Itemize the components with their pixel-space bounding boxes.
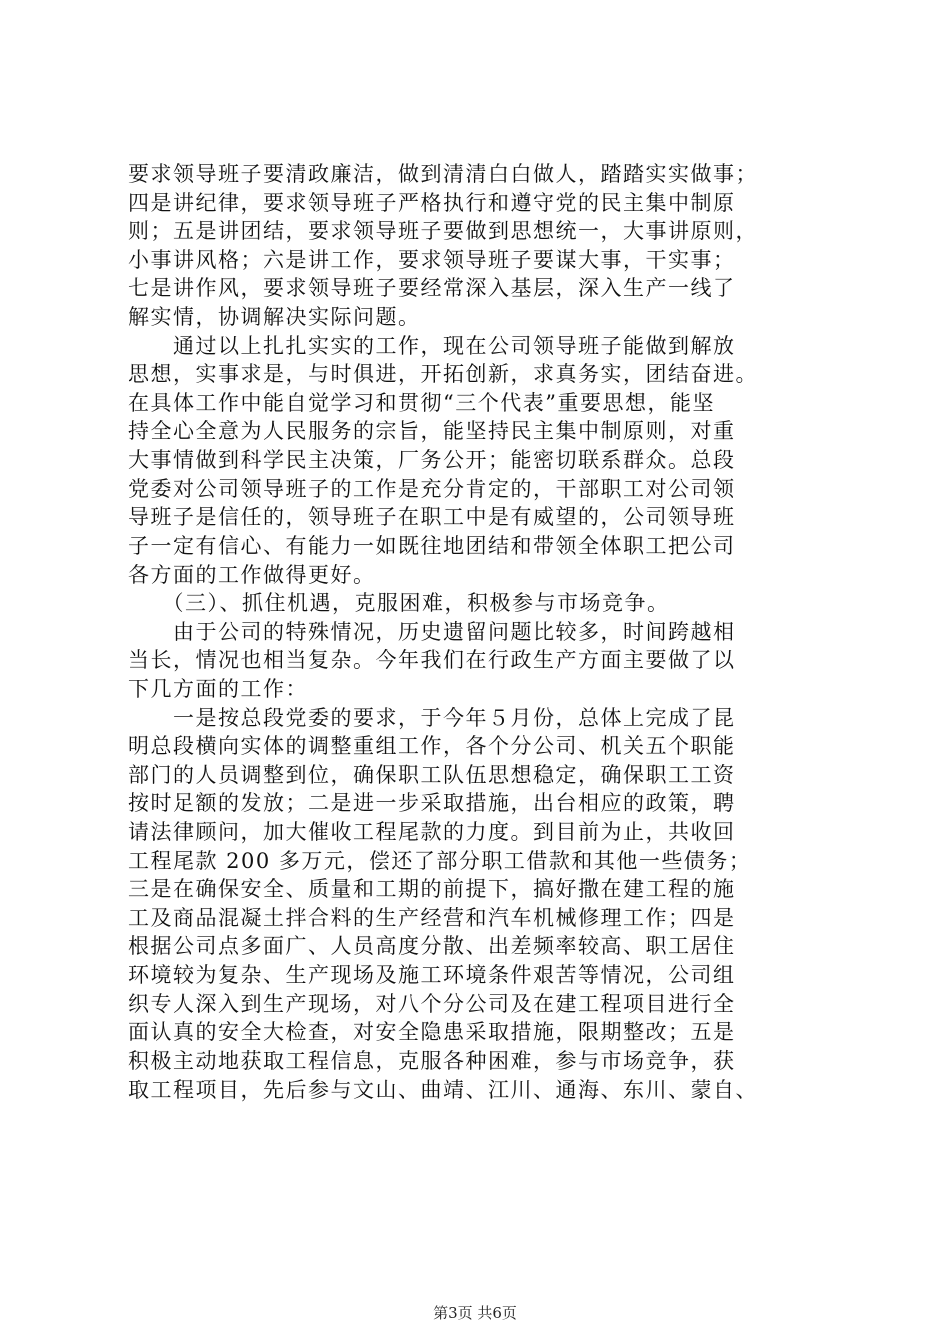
text-line: 按时足额的发放；二是进一步采取措施，出台相应的政策，聘 — [128, 791, 736, 816]
text-line: 四是讲纪律，要求领导班子严格执行和遵守党的民主集中制原 — [128, 190, 736, 215]
text-line: 则；五是讲团结，要求领导班子要做到思想统一，大事讲原则， — [128, 219, 758, 244]
text-line: 请法律顾问，加大催收工程尾款的力度。到目前为止，共收回 — [128, 820, 736, 845]
text-line: 一是按总段党委的要求，于今年５月份，总体上完成了昆 — [128, 705, 736, 730]
text-line: 要求领导班子要清政廉洁，做到清清白白做人，踏踏实实做事； — [128, 162, 758, 186]
section-heading: （三）、抓住机遇，克服困难，积极参与市场竞争。 — [128, 591, 670, 616]
text-line: 党委对公司领导班子的工作是充分肯定的，干部职工对公司领 — [128, 476, 736, 501]
text-line: 解实情，协调解决实际问题。 — [128, 305, 421, 330]
text-line: 思想，实事求是，与时俱进，开拓创新，求真务实，团结奋进。 — [128, 362, 758, 387]
text-line: 环境较为复杂、生产现场及施工环境条件艰苦等情况，公司组 — [128, 963, 736, 988]
text-line: 织专人深入到生产现场，对八个分公司及在建工程项目进行全 — [128, 991, 736, 1016]
text-line: 面认真的安全大检查，对安全隐患采取措施，限期整改；五是 — [128, 1020, 736, 1045]
text-line: 积极主动地获取工程信息，克服各种困难，参与市场竞争，获 — [128, 1048, 736, 1073]
text-line: 工程尾款 200 多万元，偿还了部分职工借款和其他一些债务； — [128, 848, 752, 873]
text-line: 通过以上扎扎实实的工作，现在公司领导班子能做到解放 — [128, 333, 736, 358]
text-line: 根据公司点多面广、人员高度分散、出差频率较高、职工居住 — [128, 934, 736, 959]
text-line: 明总段横向实体的调整重组工作，各个分公司、机关五个职能 — [128, 734, 736, 759]
text-line: 持全心全意为人民服务的宗旨，能坚持民主集中制原则，对重 — [128, 419, 736, 444]
text-line: 部门的人员调整到位，确保职工队伍思想稳定，确保职工工资 — [128, 762, 736, 787]
text-line: 各方面的工作做得更好。 — [128, 562, 376, 587]
page-number-footer: 第3页 共6页 — [433, 1304, 517, 1322]
text-line: 当长，情况也相当复杂。今年我们在行政生产方面主要做了以 — [128, 648, 736, 673]
text-line: 取工程项目，先后参与文山、曲靖、江川、通海、东川、蒙自、 — [128, 1077, 758, 1102]
text-line: 大事情做到科学民主决策，厂务公开；能密切联系群众。总段 — [128, 448, 736, 473]
text-line: 下几方面的工作： — [128, 676, 308, 701]
text-line: 七是讲作风，要求领导班子要经常深入基层，深入生产一线了 — [128, 276, 736, 301]
text-line: 三是在确保安全、质量和工期的前提下，搞好撒在建工程的施 — [128, 877, 736, 902]
body-text — [128, 160, 828, 1104]
text-line: 在具体工作中能自觉学习和贯彻“三个代表”重要思想，能坚 — [128, 390, 715, 415]
text-line: 导班子是信任的，领导班子在职工中是有威望的，公司领导班 — [128, 505, 736, 530]
text-line: 小事讲风格；六是讲工作，要求领导班子要谋大事，干实事； — [128, 247, 736, 272]
text-line: 工及商品混凝土拌合料的生产经营和汽车机械修理工作；四是 — [128, 905, 736, 930]
text-line: 由于公司的特殊情况，历史遗留问题比较多，时间跨越相 — [128, 619, 736, 644]
text-line: 子一定有信心、有能力一如既往地团结和带领全体职工把公司 — [128, 533, 736, 558]
